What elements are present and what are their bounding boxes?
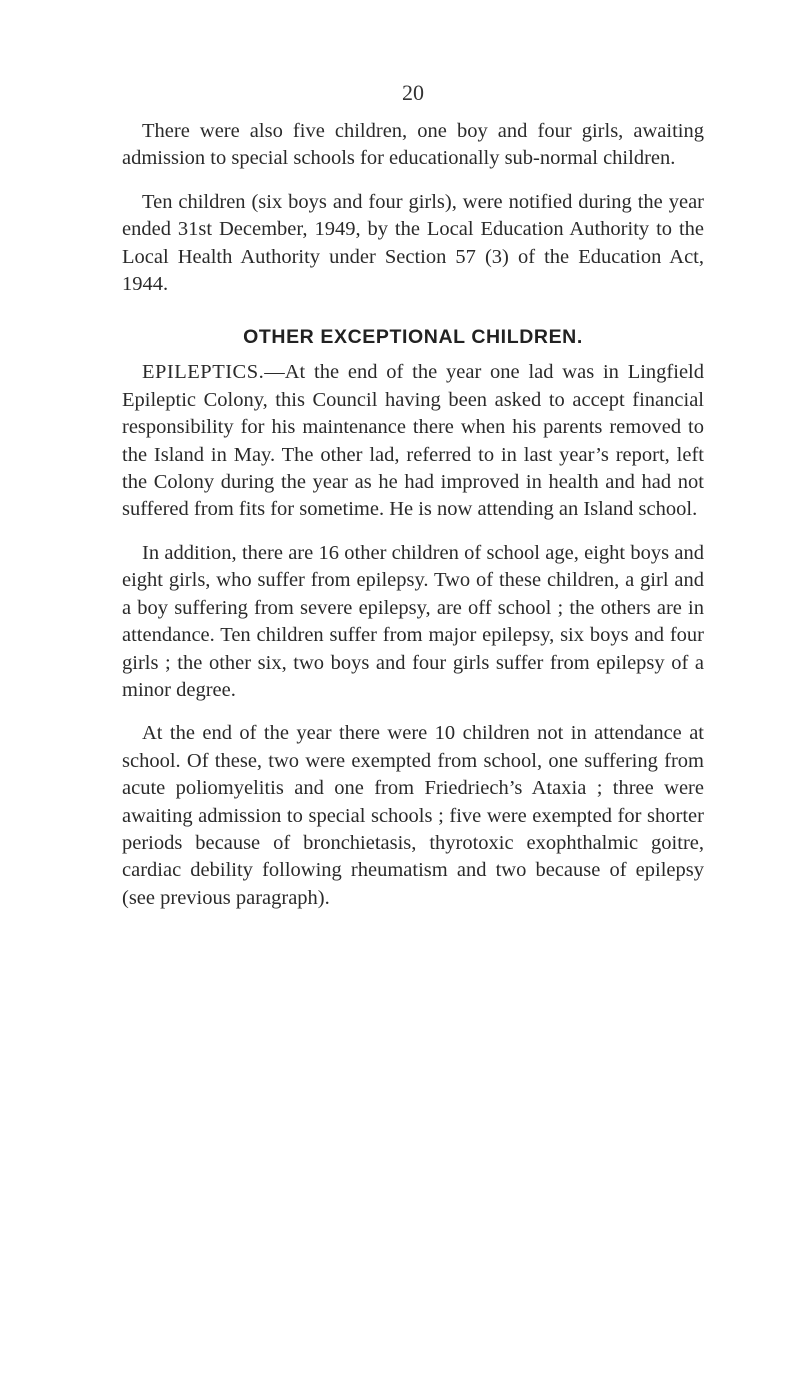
epileptics-lead: EPILEPTICS.: [142, 361, 265, 384]
section-heading: OTHER EXCEPTIONAL CHILDREN.: [243, 326, 583, 349]
paragraph-not-in-attendance: At the end of the year there were 10 children not in attendance at school. Of these, two were exempted from school, one suffering from acute poliomyelitis and one from Friedriech’s Ataxia ; three were awaiting admission to special schools ; five were exempted for shorter periods because of bronchietasis, thyrotoxic exophthalmic goitre, cardiac debility following rheumatism and two because of epilepsy (see previous paragraph).: [122, 722, 704, 909]
paragraph-epileptics: [122, 359, 704, 523]
epileptics-text: —At the end of the year one lad was in Lingfield Epileptic Colony, this Council having been asked to accept financial responsibility for his maintenance there when his parents removed to the Island in May. The other lad, referred to in last year’s report, left the Colony during the year as he had improved in health and had not suffered from fits for sometime. He is now attending an Island school.: [122, 361, 704, 521]
page-number: 20: [402, 80, 424, 105]
paragraph-notified: Ten children (six boys and four girls), were notified during the year ended 31st December, 1949, by the Local Education Authority to the Local Health Authority under Section 57 (3) of the Education Act, 1944.: [122, 190, 704, 296]
document-page: [122, 80, 704, 928]
paragraph-esn-awaiting: There were also five children, one boy and four girls, awaiting admission to special schools for educationally sub-normal children.: [122, 120, 704, 170]
paragraph-school-age-epilepsy: In addition, there are 16 other children of school age, eight boys and eight girls, who suffer from epilepsy. Two of these children, a girl and a boy suffering from severe epilepsy, are off school ; the others are in attendance. Ten children suffer from major epilepsy, six boys and four girls ; the other six, two boys and four girls suffer from epilepsy of a minor degree.: [122, 541, 704, 701]
